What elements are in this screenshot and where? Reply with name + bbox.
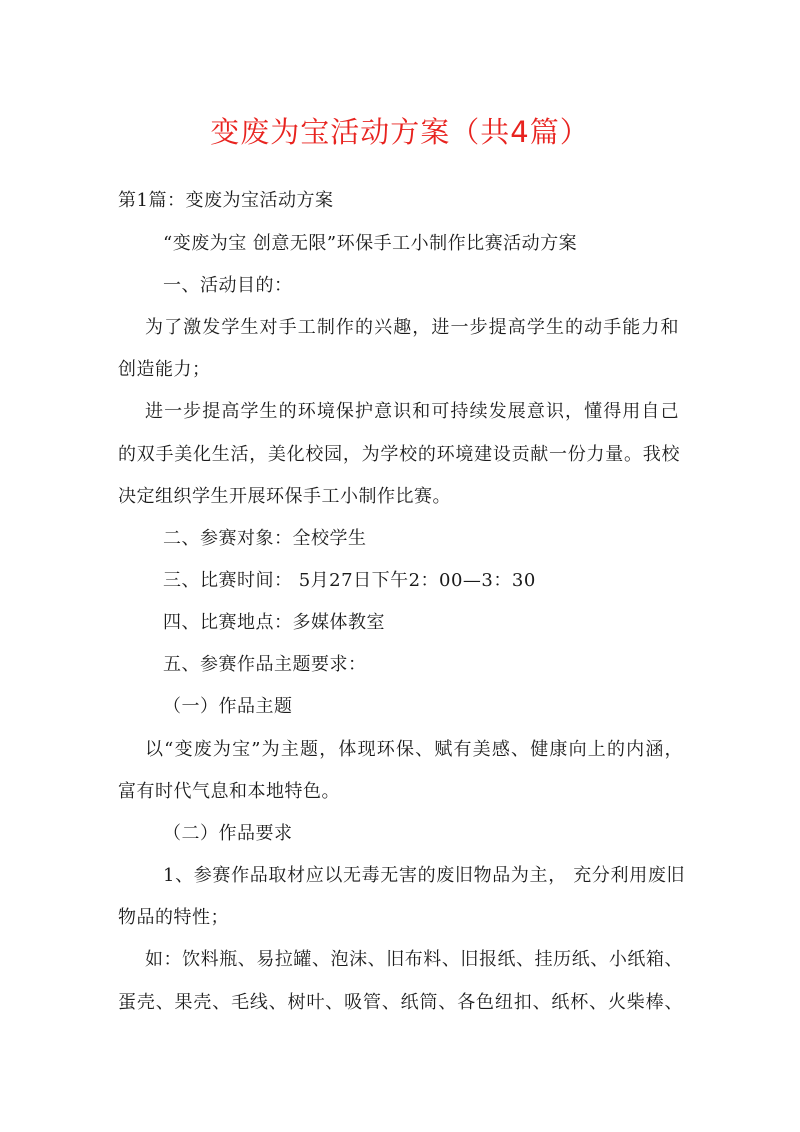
heading-requirements: 五、参赛作品主题要求： — [163, 654, 367, 675]
section-heading: 第1篇：变废为宝活动方案 — [118, 190, 334, 211]
paragraph-line: 1、参赛作品取材应以无毒无害的废旧物品为主， 充分利用废旧 — [163, 865, 685, 886]
paragraph-line: 如：饮料瓶、易拉罐、泡沫、旧布料、旧报纸、挂历纸、小纸箱、 — [145, 949, 683, 970]
paragraph-line: 的双手美化生活，美化校园，为学校的环境建设贡献一份力量。我校 — [118, 444, 680, 465]
heading-location: 四、比赛地点：多媒体教室 — [163, 612, 385, 633]
paragraph-line: 富有时代气息和本地特色。 — [118, 781, 340, 802]
paragraph-line: 物品的特性； — [118, 907, 229, 928]
paragraph-line: 进一步提高学生的环境保护意识和可持续发展意识，懂得用自己 — [145, 401, 679, 422]
paragraph-line: 蛋壳、果壳、毛线、树叶、吸管、纸筒、各色纽扣、纸杯、火柴棒、 — [118, 992, 683, 1013]
heading-participants: 二、参赛对象：全校学生 — [163, 528, 367, 549]
paragraph-line: 以“变废为宝”为主题，体现环保、赋有美感、健康向上的内涵， — [145, 739, 683, 760]
paragraph-line: 为了激发学生对手工制作的兴趣，进一步提高学生的动手能力和 — [145, 317, 679, 338]
document-title: 变废为宝活动方案（共4篇） — [210, 115, 590, 149]
subtitle-line: “变废为宝 创意无限”环保手工小制作比赛活动方案 — [163, 233, 578, 254]
subheading-theme: （一）作品主题 — [163, 696, 293, 717]
subheading-requirements: （二）作品要求 — [163, 823, 293, 844]
heading-purpose: 一、活动目的： — [163, 275, 293, 296]
paragraph-line: 决定组织学生开展环保手工小制作比赛。 — [118, 486, 451, 507]
paragraph-line: 创造能力； — [118, 359, 211, 380]
heading-time: 三、比赛时间： 5月27日下午2：00—3：30 — [163, 570, 536, 591]
